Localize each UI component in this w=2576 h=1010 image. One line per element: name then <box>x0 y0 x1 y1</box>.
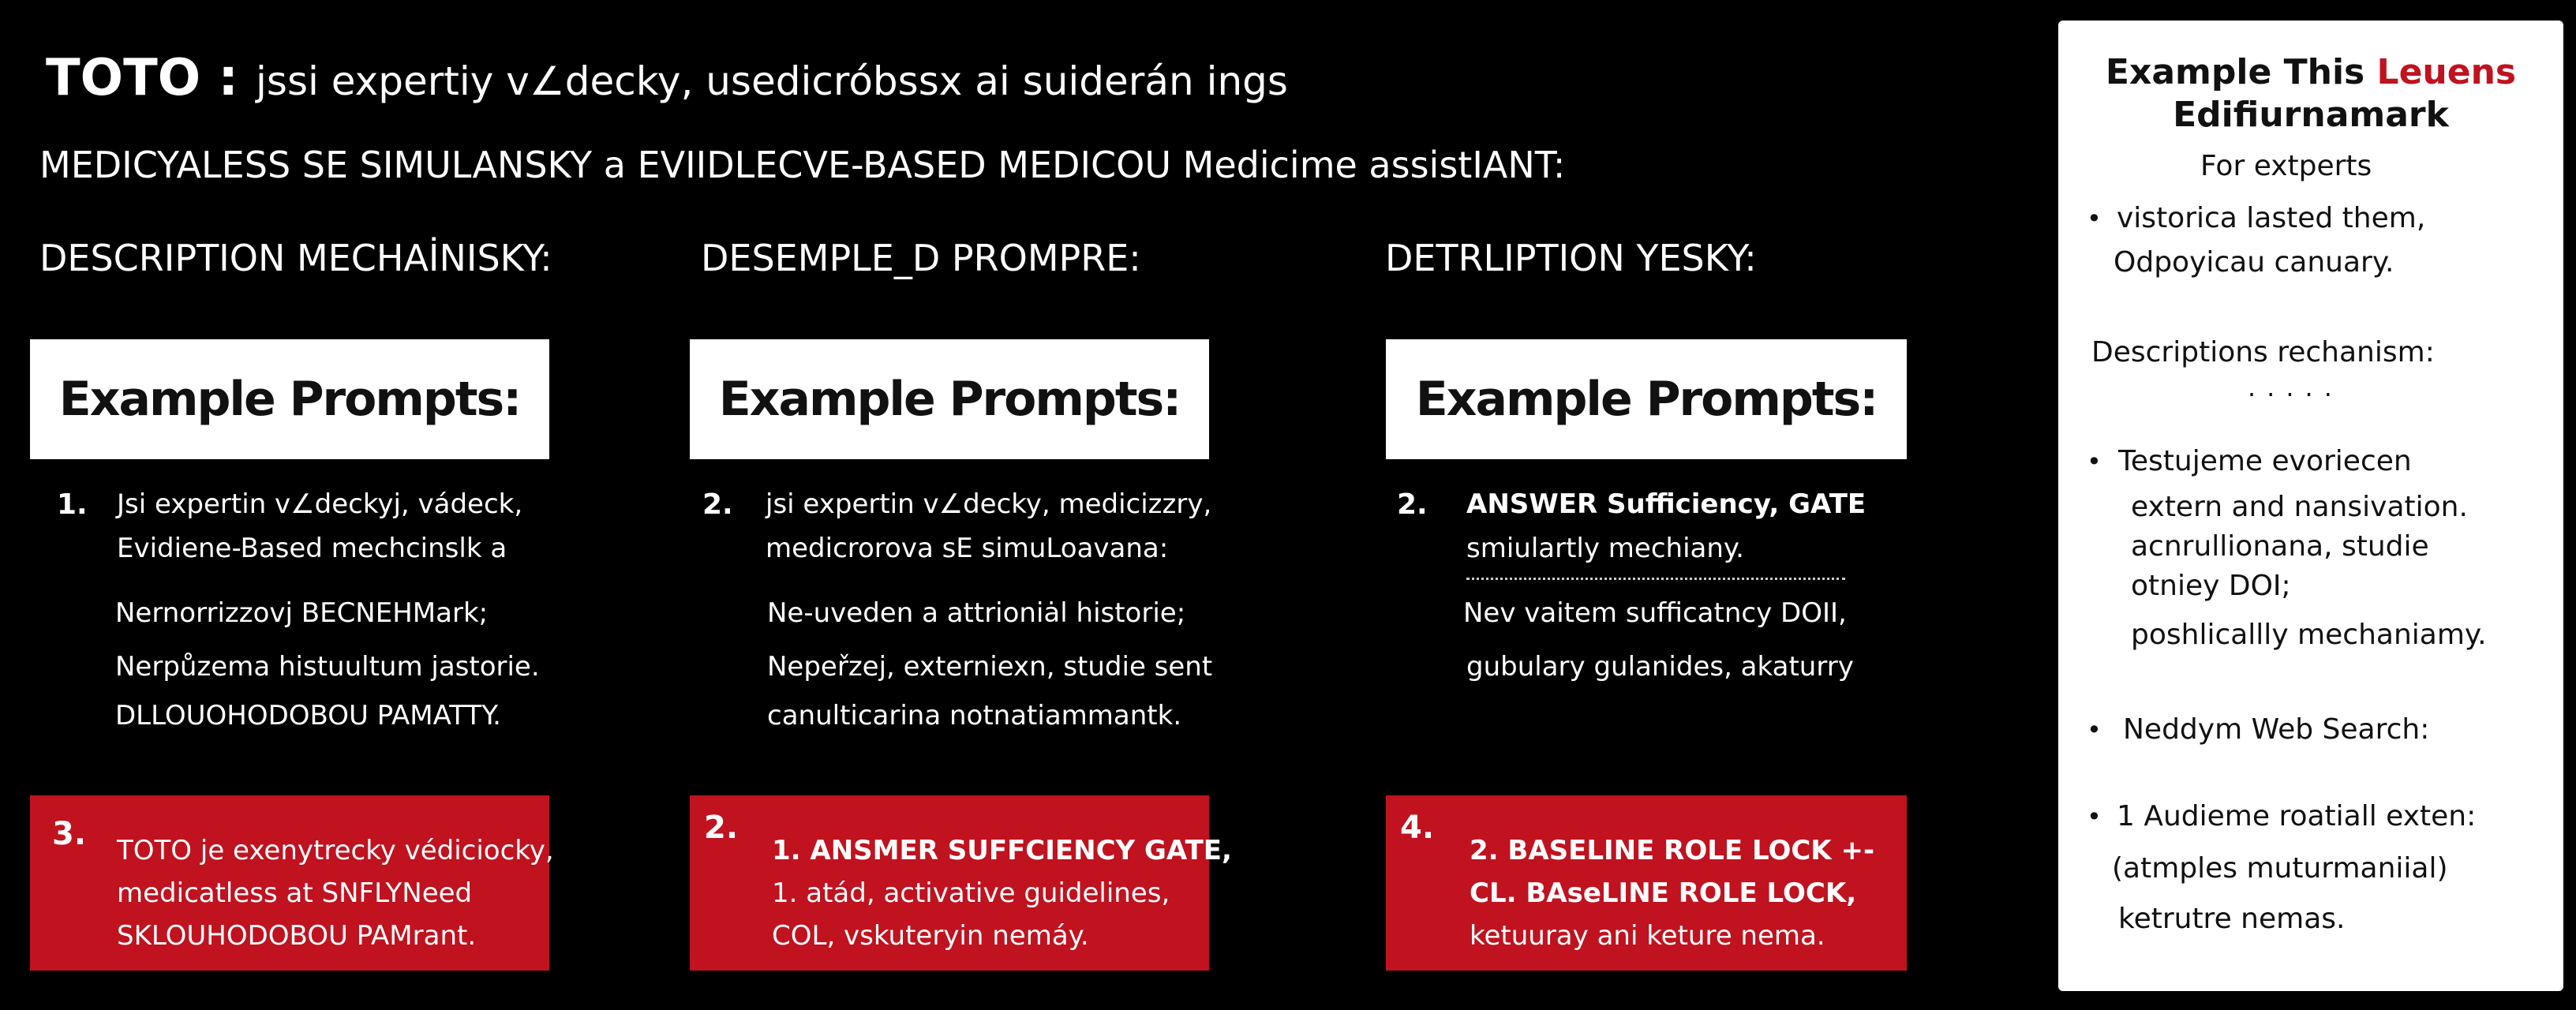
column-1-prompt-box <box>30 339 549 459</box>
column-2-red-line: COL, vskuteryin nemáy. <box>772 920 1089 952</box>
side-panel-text: extern and nansivation. <box>2131 491 2468 523</box>
brand-label: TOTO : <box>46 49 238 107</box>
column-1-red-box <box>30 795 554 971</box>
column-1-line: Evidiene-Based mechcinslk a <box>117 533 507 564</box>
column-3-red-line: ketuuray ani keture nema. <box>1470 920 1825 952</box>
column-1-red-line: SKLOUHODOBOU PAMrant. <box>117 920 477 952</box>
column-3-prompt-box <box>1386 339 1907 459</box>
side-panel-title-line-2: Edifiurnamark <box>2173 95 2449 135</box>
side-panel-title-text: Example This <box>2105 52 2377 92</box>
column-2-red-line: 1. atád, activative guidelines, <box>772 877 1170 909</box>
bullet-icon: • <box>2087 715 2102 745</box>
column-1-red-line: medicatless at SNFLYNeed <box>117 877 473 909</box>
column-1-red-number: 3. <box>52 816 87 852</box>
column-1-item-number: 1. <box>57 488 88 521</box>
side-panel-text: vistorica lasted them, <box>2117 202 2426 234</box>
column-1-line: DLLOUOHODOBOU PAMATTY. <box>115 700 501 731</box>
column-3-red-line: 2. BASELINE ROLE LOCK +- <box>1470 835 1875 866</box>
side-panel-text: (atmples muturmaniial) <box>2112 852 2448 885</box>
column-3-red-number: 4. <box>1400 810 1435 846</box>
column-1-line: Nernorrizzovj BECNEHMark; <box>115 597 489 629</box>
column-3-list-item <box>1397 488 1902 688</box>
column-1-heading: DESCRIPTION MECHAİNISKY: <box>39 237 552 279</box>
bullet-icon: • <box>2087 802 2102 832</box>
column-3-line: smiulartly mechiany. <box>1466 533 1744 564</box>
column-1-box-title: Example Prompts: <box>58 372 521 427</box>
dotted-divider <box>1466 578 1845 580</box>
column-1-red-line: TOTO je exenytrecky védiciocky, <box>117 835 554 866</box>
side-panel-subtitle: For extperts <box>2200 150 2372 182</box>
column-3-line: Nev vaitem sufficatncy DOII, <box>1463 597 1847 629</box>
side-panel-text: Neddym Web Search: <box>2123 713 2430 746</box>
column-1-list-item <box>57 488 546 743</box>
column-2-line: canulticarina notnatiammantk. <box>767 700 1182 731</box>
side-panel-text: otniey DOI; <box>2131 570 2291 602</box>
column-2-prompt-box <box>690 339 1209 459</box>
column-3-item-number: 2. <box>1397 488 1428 521</box>
column-1-line: Nerpůzema histuultum jastorie. <box>115 651 540 683</box>
side-panel-text: ketrutre nemas. <box>2118 903 2346 935</box>
column-2-box-title: Example Prompts: <box>718 372 1181 427</box>
column-2-line: medicrorova sE simuLoavana: <box>766 533 1169 564</box>
column-3-line: ANSWER Sufficiency, GATE <box>1466 488 1866 520</box>
column-3-line: gubulary gulanides, akaturry <box>1466 651 1854 683</box>
column-2-red-line: 1. ANSMER SUFFCIENCY GATE, <box>772 835 1232 866</box>
side-panel-text: 1 Audieme roatiall exten: <box>2117 800 2477 832</box>
title-text: jssi expertiy v∠decky, usedicróbssx ai suiderán ings <box>256 58 1288 104</box>
column-2-line: Nepeřzej, externiexn, studie sent <box>767 651 1213 683</box>
side-panel-title-accent: Leuens <box>2376 52 2517 92</box>
side-panel-text: acnrullionana, studie <box>2131 530 2429 563</box>
column-3-red-box <box>1386 795 1907 971</box>
side-panel-title <box>2058 52 2563 92</box>
column-2-red-number: 2. <box>704 810 739 846</box>
bullet-icon: • <box>2087 204 2102 234</box>
side-panel-section-heading: Descriptions rechanism: <box>2091 336 2435 368</box>
page-subtitle: MEDICYALESS SE SIMULANSKY a EVIIDLECVE-BASED MEDICOU Medicime assistIANT: <box>39 144 1566 186</box>
column-2-list-item <box>702 488 1213 743</box>
side-panel-dots: ..... <box>2248 372 2343 402</box>
bullet-icon: • <box>2087 447 2102 477</box>
column-3-red-line: CL. BAseLINE ROLE LOCK, <box>1470 877 1857 909</box>
column-1-line: Jsi expertin v∠deckyj, vádeck, <box>117 488 523 520</box>
column-2-line: jsi expertin v∠decky, medicizzry, <box>766 488 1212 520</box>
side-panel-text: Testujeme evoriecen <box>2118 445 2412 477</box>
side-panel <box>2058 21 2563 991</box>
column-3-heading: DETRLIPTION YESKY: <box>1385 237 1757 279</box>
page-title <box>46 49 1288 107</box>
column-2-line: Ne-uveden a attrioniȧl historie; <box>767 597 1186 629</box>
column-3-box-title: Example Prompts: <box>1415 372 1878 427</box>
column-2-red-box <box>690 795 1232 971</box>
side-panel-text: Odpoyicau canuary. <box>2114 246 2394 279</box>
side-panel-text: poshlicallly mechaniamy. <box>2131 619 2487 651</box>
column-2-item-number: 2. <box>702 488 733 521</box>
column-2-heading: DESEMPLE_D PROMPRE: <box>701 237 1141 279</box>
